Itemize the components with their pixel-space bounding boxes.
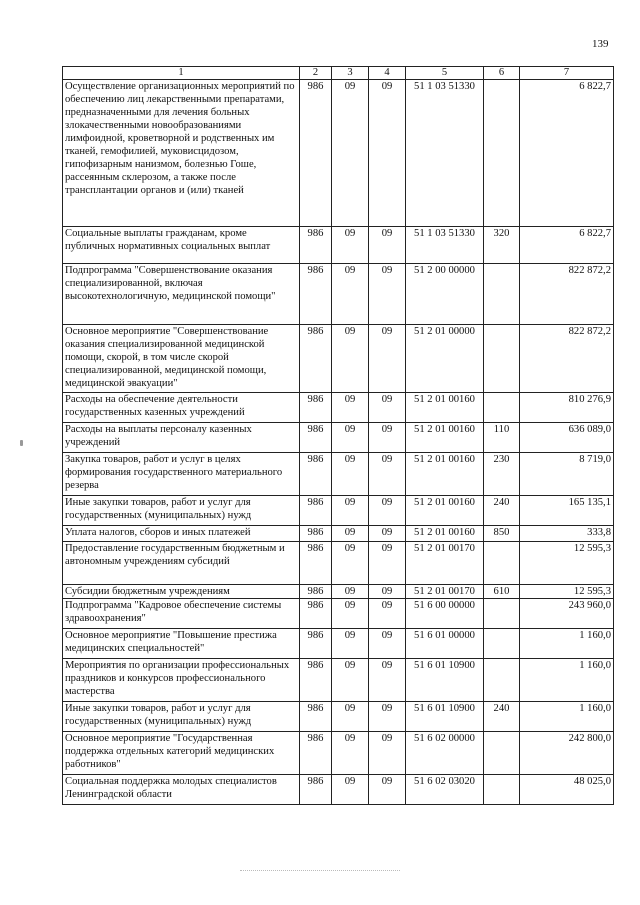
row-target-article-cell: 51 2 00 00000 bbox=[406, 264, 484, 325]
row-amount-cell: 636 089,0 bbox=[520, 423, 614, 453]
row-amount-cell: 1 160,0 bbox=[520, 702, 614, 732]
row-expense-type-cell bbox=[484, 599, 520, 629]
row-target-article-cell: 51 6 00 00000 bbox=[406, 599, 484, 629]
scan-speck bbox=[20, 440, 23, 446]
row-subsection-cell: 09 bbox=[369, 496, 406, 526]
row-section-cell: 09 bbox=[332, 264, 369, 325]
row-expense-type-cell: 610 bbox=[484, 585, 520, 599]
row-expense-type-cell bbox=[484, 629, 520, 659]
table-row bbox=[63, 423, 614, 453]
row-target-article-cell: 51 2 01 00160 bbox=[406, 526, 484, 542]
row-name-cell: Закупка товаров, работ и услуг в целях формирования государственного материального резерва bbox=[63, 453, 300, 496]
row-section-cell: 09 bbox=[332, 80, 369, 227]
row-section-cell: 09 bbox=[332, 599, 369, 629]
row-name-cell: Мероприятия по организации профессиональных праздников и конкурсов профессионального мастерства bbox=[63, 659, 300, 702]
row-subsection-cell: 09 bbox=[369, 264, 406, 325]
row-expense-type-cell bbox=[484, 542, 520, 585]
row-ministry-code-cell: 986 bbox=[300, 453, 332, 496]
row-ministry-code-cell: 986 bbox=[300, 629, 332, 659]
row-name-cell: Субсидии бюджетным учреждениям bbox=[63, 585, 300, 599]
row-amount-cell: 1 160,0 bbox=[520, 659, 614, 702]
table-row bbox=[63, 393, 614, 423]
row-target-article-cell: 51 6 01 10900 bbox=[406, 659, 484, 702]
row-ministry-code-cell: 986 bbox=[300, 585, 332, 599]
row-subsection-cell: 09 bbox=[369, 393, 406, 423]
row-subsection-cell: 09 bbox=[369, 659, 406, 702]
row-ministry-code-cell: 986 bbox=[300, 80, 332, 227]
row-expense-type-cell: 850 bbox=[484, 526, 520, 542]
row-subsection-cell: 09 bbox=[369, 702, 406, 732]
row-amount-cell: 6 822,7 bbox=[520, 80, 614, 227]
row-subsection-cell: 09 bbox=[369, 775, 406, 805]
row-amount-cell: 165 135,1 bbox=[520, 496, 614, 526]
row-subsection-cell: 09 bbox=[369, 80, 406, 227]
row-section-cell: 09 bbox=[332, 732, 369, 775]
row-amount-cell: 8 719,0 bbox=[520, 453, 614, 496]
row-target-article-cell: 51 6 02 00000 bbox=[406, 732, 484, 775]
column-header: 6 bbox=[484, 67, 520, 80]
row-target-article-cell: 51 6 02 03020 bbox=[406, 775, 484, 805]
row-subsection-cell: 09 bbox=[369, 585, 406, 599]
table-row bbox=[63, 526, 614, 542]
row-amount-cell: 333,8 bbox=[520, 526, 614, 542]
row-target-article-cell: 51 2 01 00170 bbox=[406, 585, 484, 599]
row-ministry-code-cell: 986 bbox=[300, 325, 332, 393]
row-name-cell: Расходы на обеспечение деятельности государственных казенных учреждений bbox=[63, 393, 300, 423]
row-target-article-cell: 51 2 01 00000 bbox=[406, 325, 484, 393]
row-target-article-cell: 51 2 01 00170 bbox=[406, 542, 484, 585]
row-expense-type-cell bbox=[484, 80, 520, 227]
row-amount-cell: 822 872,2 bbox=[520, 325, 614, 393]
row-ministry-code-cell: 986 bbox=[300, 659, 332, 702]
column-header: 4 bbox=[369, 67, 406, 80]
table-body bbox=[63, 80, 614, 805]
row-amount-cell: 48 025,0 bbox=[520, 775, 614, 805]
row-section-cell: 09 bbox=[332, 585, 369, 599]
row-expense-type-cell: 240 bbox=[484, 496, 520, 526]
row-section-cell: 09 bbox=[332, 227, 369, 264]
row-expense-type-cell: 240 bbox=[484, 702, 520, 732]
row-name-cell: Иные закупки товаров, работ и услуг для государственных (муниципальных) нужд bbox=[63, 702, 300, 732]
row-name-cell: Основное мероприятие "Совершенствование оказания специализированной медицинской помощи, скорой, в том числе скорой специализированной, медицинской помощи, медицинской эвакуации" bbox=[63, 325, 300, 393]
row-expense-type-cell bbox=[484, 775, 520, 805]
row-target-article-cell: 51 2 01 00160 bbox=[406, 423, 484, 453]
row-ministry-code-cell: 986 bbox=[300, 423, 332, 453]
row-subsection-cell: 09 bbox=[369, 227, 406, 264]
row-expense-type-cell: 320 bbox=[484, 227, 520, 264]
row-target-article-cell: 51 6 01 00000 bbox=[406, 629, 484, 659]
row-amount-cell: 242 800,0 bbox=[520, 732, 614, 775]
column-header: 5 bbox=[406, 67, 484, 80]
row-name-cell: Основное мероприятие "Повышение престижа медицинских специальностей" bbox=[63, 629, 300, 659]
row-section-cell: 09 bbox=[332, 393, 369, 423]
row-name-cell: Подпрограмма "Кадровое обеспечение системы здравоохранения" bbox=[63, 599, 300, 629]
row-ministry-code-cell: 986 bbox=[300, 599, 332, 629]
row-section-cell: 09 bbox=[332, 542, 369, 585]
table-row bbox=[63, 775, 614, 805]
table-row bbox=[63, 325, 614, 393]
table-row bbox=[63, 227, 614, 264]
row-target-article-cell: 51 2 01 00160 bbox=[406, 453, 484, 496]
row-subsection-cell: 09 bbox=[369, 599, 406, 629]
table-row bbox=[63, 702, 614, 732]
column-header: 7 bbox=[520, 67, 614, 80]
row-expense-type-cell bbox=[484, 659, 520, 702]
row-subsection-cell: 09 bbox=[369, 325, 406, 393]
row-amount-cell: 243 960,0 bbox=[520, 599, 614, 629]
row-ministry-code-cell: 986 bbox=[300, 227, 332, 264]
row-name-cell: Подпрограмма "Совершенствование оказания специализированной, включая высокотехнологичную, медицинской помощи" bbox=[63, 264, 300, 325]
row-expense-type-cell bbox=[484, 393, 520, 423]
row-section-cell: 09 bbox=[332, 526, 369, 542]
table-row bbox=[63, 629, 614, 659]
row-section-cell: 09 bbox=[332, 659, 369, 702]
row-amount-cell: 822 872,2 bbox=[520, 264, 614, 325]
column-header: 2 bbox=[300, 67, 332, 80]
row-target-article-cell: 51 1 03 51330 bbox=[406, 227, 484, 264]
row-ministry-code-cell: 986 bbox=[300, 526, 332, 542]
row-name-cell: Основное мероприятие "Государственная поддержка отдельных категорий медицинских работников" bbox=[63, 732, 300, 775]
row-amount-cell: 6 822,7 bbox=[520, 227, 614, 264]
row-name-cell: Иные закупки товаров, работ и услуг для государственных (муниципальных) нужд bbox=[63, 496, 300, 526]
table-row bbox=[63, 80, 614, 227]
row-ministry-code-cell: 986 bbox=[300, 702, 332, 732]
row-section-cell: 09 bbox=[332, 496, 369, 526]
row-amount-cell: 12 595,3 bbox=[520, 542, 614, 585]
scan-artifact-line bbox=[240, 870, 400, 872]
row-amount-cell: 810 276,9 bbox=[520, 393, 614, 423]
row-subsection-cell: 09 bbox=[369, 526, 406, 542]
row-ministry-code-cell: 986 bbox=[300, 542, 332, 585]
row-ministry-code-cell: 986 bbox=[300, 732, 332, 775]
column-header: 1 bbox=[63, 67, 300, 80]
table-row bbox=[63, 599, 614, 629]
row-target-article-cell: 51 2 01 00160 bbox=[406, 496, 484, 526]
table-row bbox=[63, 496, 614, 526]
row-subsection-cell: 09 bbox=[369, 423, 406, 453]
table-row bbox=[63, 453, 614, 496]
row-name-cell: Предоставление государственным бюджетным и автономным учреждениям субсидий bbox=[63, 542, 300, 585]
row-target-article-cell: 51 1 03 51330 bbox=[406, 80, 484, 227]
row-expense-type-cell bbox=[484, 264, 520, 325]
row-name-cell: Социальные выплаты гражданам, кроме публичных нормативных социальных выплат bbox=[63, 227, 300, 264]
row-target-article-cell: 51 2 01 00160 bbox=[406, 393, 484, 423]
row-expense-type-cell: 230 bbox=[484, 453, 520, 496]
row-ministry-code-cell: 986 bbox=[300, 264, 332, 325]
row-subsection-cell: 09 bbox=[369, 453, 406, 496]
row-section-cell: 09 bbox=[332, 629, 369, 659]
table-row bbox=[63, 585, 614, 599]
budget-table bbox=[62, 66, 614, 805]
row-subsection-cell: 09 bbox=[369, 542, 406, 585]
column-header: 3 bbox=[332, 67, 369, 80]
row-expense-type-cell bbox=[484, 732, 520, 775]
row-name-cell: Уплата налогов, сборов и иных платежей bbox=[63, 526, 300, 542]
page-number: 139 bbox=[592, 38, 609, 50]
row-name-cell: Социальная поддержка молодых специалистов Ленинградской области bbox=[63, 775, 300, 805]
table-row bbox=[63, 732, 614, 775]
table-header-row bbox=[63, 67, 614, 80]
table-row bbox=[63, 264, 614, 325]
row-section-cell: 09 bbox=[332, 775, 369, 805]
row-subsection-cell: 09 bbox=[369, 629, 406, 659]
row-section-cell: 09 bbox=[332, 325, 369, 393]
row-subsection-cell: 09 bbox=[369, 732, 406, 775]
row-ministry-code-cell: 986 bbox=[300, 393, 332, 423]
row-expense-type-cell: 110 bbox=[484, 423, 520, 453]
row-ministry-code-cell: 986 bbox=[300, 496, 332, 526]
row-expense-type-cell bbox=[484, 325, 520, 393]
row-amount-cell: 1 160,0 bbox=[520, 629, 614, 659]
row-ministry-code-cell: 986 bbox=[300, 775, 332, 805]
table-row bbox=[63, 659, 614, 702]
row-section-cell: 09 bbox=[332, 702, 369, 732]
table-row bbox=[63, 542, 614, 585]
row-section-cell: 09 bbox=[332, 453, 369, 496]
row-name-cell: Расходы на выплаты персоналу казенных учреждений bbox=[63, 423, 300, 453]
row-section-cell: 09 bbox=[332, 423, 369, 453]
row-target-article-cell: 51 6 01 10900 bbox=[406, 702, 484, 732]
row-name-cell: Осуществление организационных мероприятий по обеспечению лиц лекарственными препаратами, предназначенными для лечения больных злокачественными новообразованиями лимфоидной, кроветворной и родственных им тканей, гемофилией, муковисцидозом, гипофизарным нанизмом, болезнью Гоше, рассеянным склерозом, а также после трансплантации органов и (или) тканей bbox=[63, 80, 300, 227]
row-amount-cell: 12 595,3 bbox=[520, 585, 614, 599]
